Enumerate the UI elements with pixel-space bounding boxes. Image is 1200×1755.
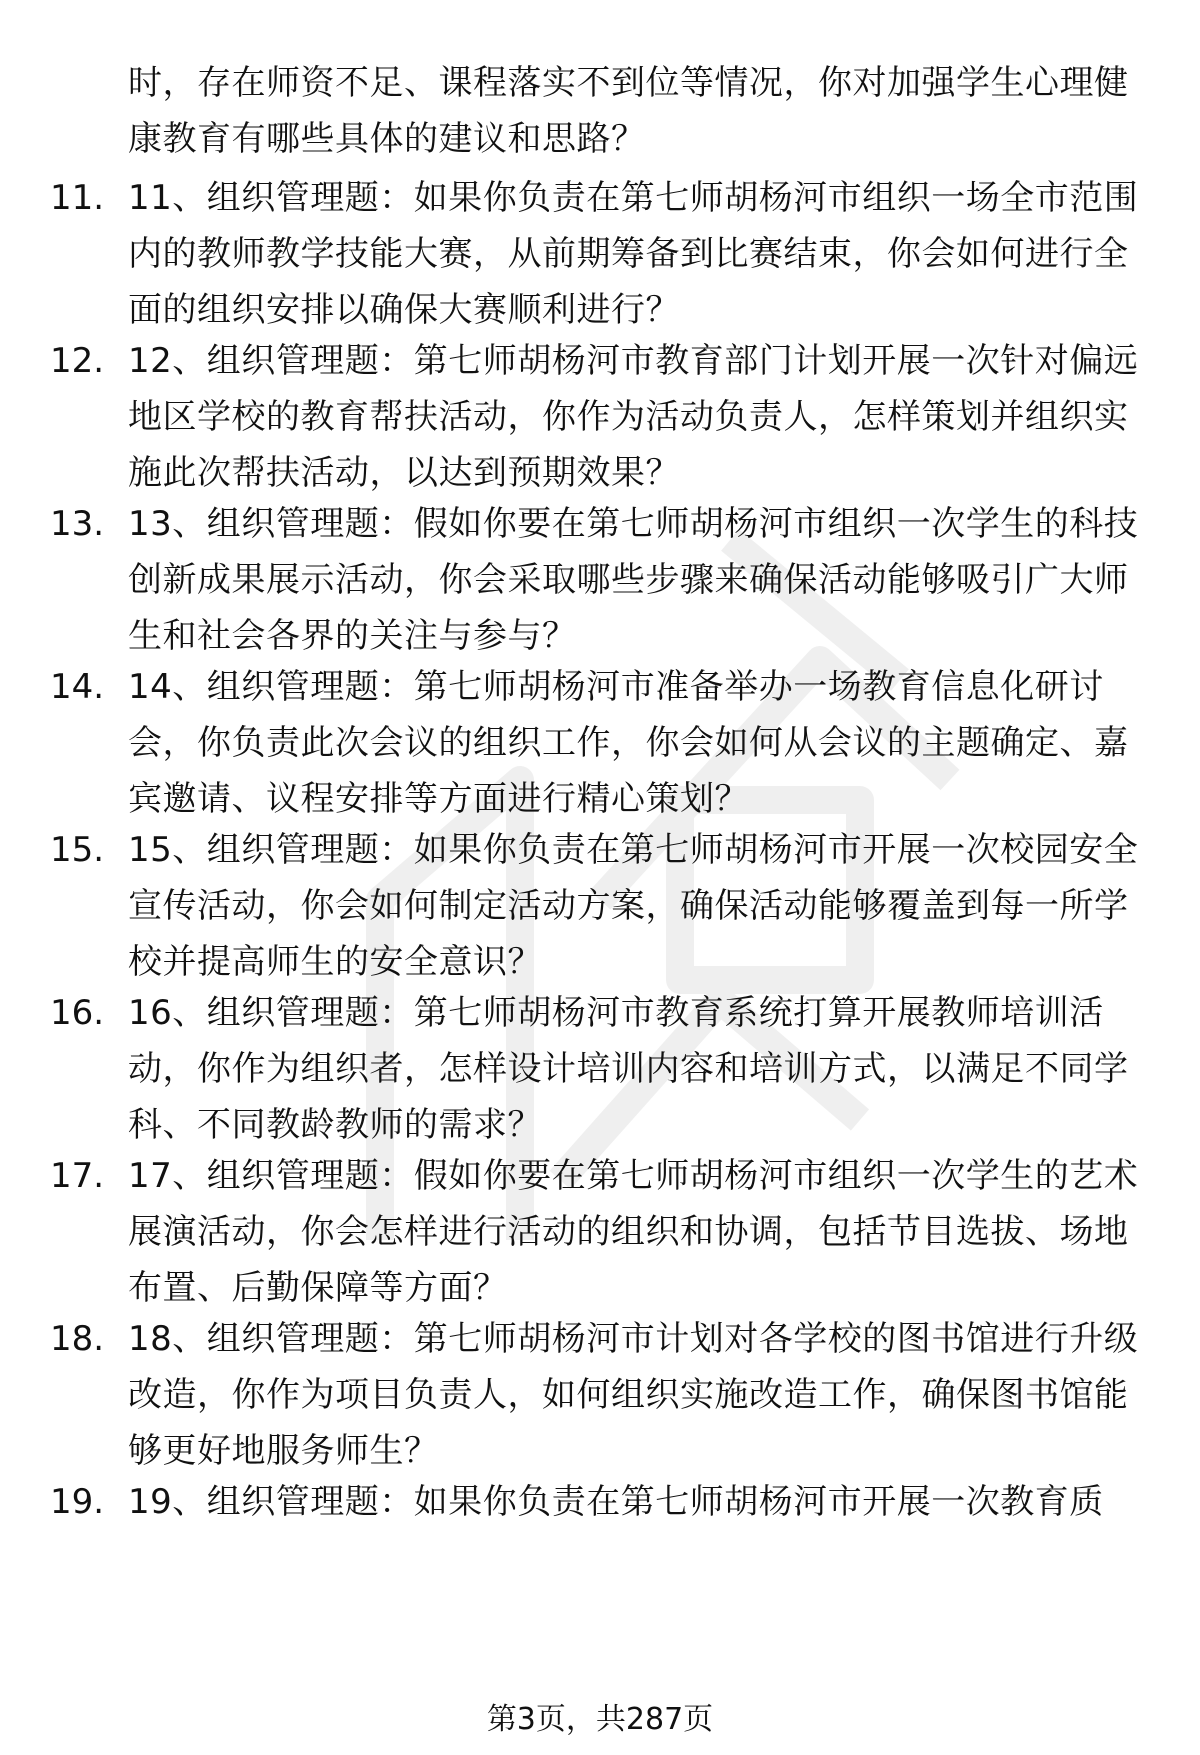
list-item-number: 17. [50,1156,105,1196]
list-item-text: 11、组织管理题：如果你负责在第七师胡杨河市组织一场全市范围内的教师教学技能大赛，从前期筹备到比赛结束，你会如何进行全面的组织安排以确保大赛顺利进行？ [128,178,1139,330]
list-item-number: 13. [50,504,105,544]
list-item-number: 16. [50,993,105,1033]
list-item-text: 16、组织管理题：第七师胡杨河市教育系统打算开展教师培训活动，你作为组织者，怎样设计培训内容和培训方式，以满足不同学科、不同教龄教师的需求？ [128,993,1129,1145]
list-item-text: 12、组织管理题：第七师胡杨河市教育部门计划开展一次针对偏远地区学校的教育帮扶活动，你作为活动负责人，怎样策划并组织实施此次帮扶活动，以达到预期效果？ [128,341,1139,493]
list-item-text: 19、组织管理题：如果你负责在第七师胡杨河市开展一次教育质 [128,1482,1104,1522]
list-item-number: 15. [50,830,105,870]
list-item-text: 13、组织管理题：假如你要在第七师胡杨河市组织一次学生的科技创新成果展示活动，你会采取哪些步骤来确保活动能够吸引广大师生和社会各界的关注与参与？ [128,504,1139,656]
list-item-number: 11. [50,178,105,218]
list-item-number: 18. [50,1319,105,1359]
list-item-number: 19. [50,1482,105,1522]
list-item-text: 15、组织管理题：如果你负责在第七师胡杨河市开展一次校园安全宣传活动，你会如何制定活动方案，确保活动能够覆盖到每一所学校并提高师生的安全意识？ [128,830,1139,982]
list-item-text: 18、组织管理题：第七师胡杨河市计划对各学校的图书馆进行升级改造，你作为项目负责人，如何组织实施改造工作，确保图书馆能够更好地服务师生？ [128,1319,1139,1471]
page-footer: 第3页，共287页 [486,1702,714,1737]
list-item-text: 17、组织管理题：假如你要在第七师胡杨河市组织一次学生的艺术展演活动，你会怎样进行活动的组织和协调，包括节目选拔、场地布置、后勤保障等方面？ [128,1156,1139,1308]
list-item-number: 12. [50,341,105,381]
list-item-number: 14. [50,667,105,707]
list-item-text: 14、组织管理题：第七师胡杨河市准备举办一场教育信息化研讨会，你负责此次会议的组织工作，你会如何从会议的主题确定、嘉宾邀请、议程安排等方面进行精心策划？ [128,667,1129,819]
continued-question-text: 时，存在师资不足、课程落实不到位等情况，你对加强学生心理健康教育有哪些具体的建议和思路？ [128,63,1129,159]
